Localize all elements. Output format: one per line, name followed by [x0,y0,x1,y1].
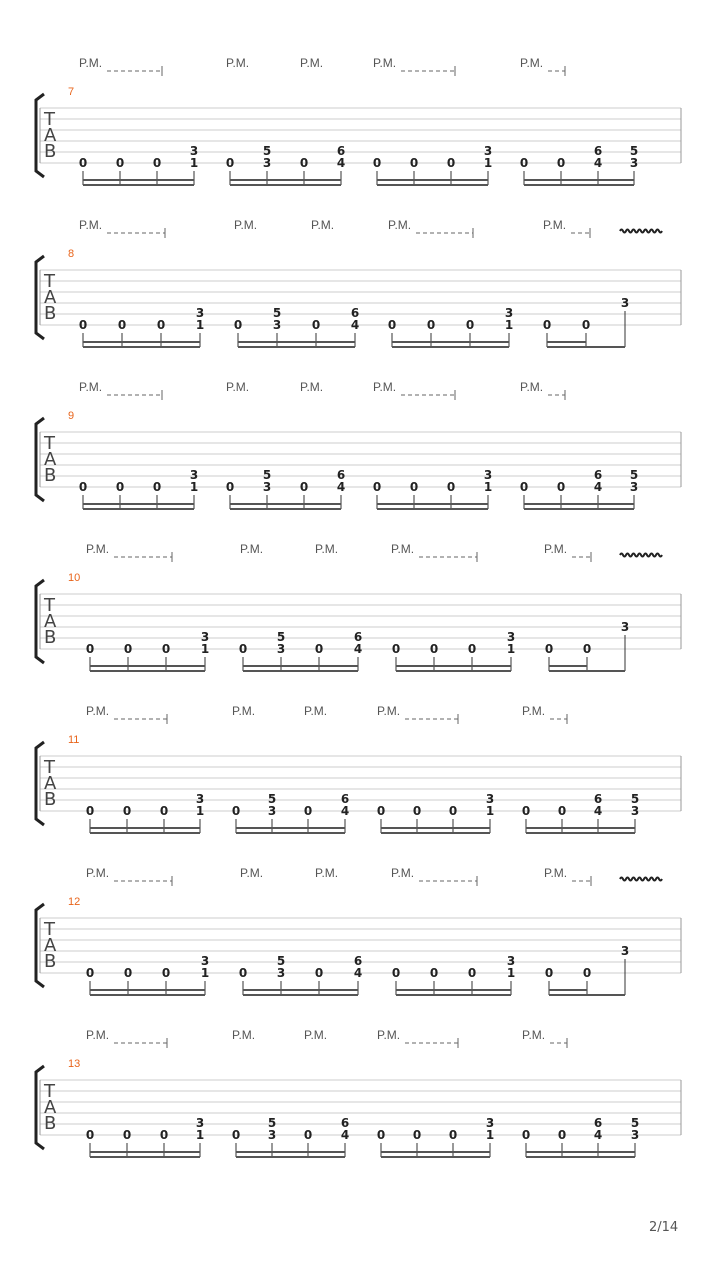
fret-number: 1 [200,642,210,656]
fret-number: 6 [336,144,346,158]
fret-number: 1 [485,804,495,818]
tab-clef-letter: A [44,449,57,470]
fret-number: 4 [593,1128,603,1142]
fret-number: 3 [620,944,630,958]
fret-number: 1 [195,318,205,332]
tab-clef-letter: A [44,287,57,308]
palm-mute-label: P.M. [240,542,264,556]
fret-number: 5 [276,954,286,968]
palm-mute-label: P.M. [232,704,256,718]
fret-number: 0 [557,804,567,818]
fret-number: 1 [200,966,210,980]
fret-number: 3 [262,156,272,170]
fret-number: 0 [391,642,401,656]
palm-mute-label: P.M. [520,56,544,70]
fret-number: 5 [262,468,272,482]
fret-number: 0 [581,318,591,332]
fret-number: 0 [122,804,132,818]
fret-number: 1 [506,966,516,980]
fret-number: 0 [231,1128,241,1142]
fret-number: 0 [557,1128,567,1142]
fret-number: 3 [195,1116,205,1130]
measure-number: 11 [68,734,80,746]
fret-number: 0 [299,480,309,494]
palm-mute-label: P.M. [86,866,110,880]
fret-number: 0 [225,480,235,494]
fret-number: 6 [336,468,346,482]
fret-number: 1 [195,1128,205,1142]
vibrato-marking [620,554,662,557]
fret-number: 4 [353,642,363,656]
fret-number: 0 [412,1128,422,1142]
fret-number: 0 [446,156,456,170]
fret-number: 3 [630,1128,640,1142]
palm-mute-label: P.M. [544,542,568,556]
fret-number: 1 [506,642,516,656]
tab-clef-letter: B [44,789,57,810]
fret-number: 0 [391,966,401,980]
measure-number: 12 [68,896,81,908]
measure-number: 7 [68,86,75,98]
fret-number: 0 [299,156,309,170]
fret-number: 3 [262,480,272,494]
fret-number: 0 [376,1128,386,1142]
fret-number: 3 [506,630,516,644]
palm-mute-label: P.M. [304,1028,328,1042]
fret-number: 0 [467,642,477,656]
fret-number: 0 [159,804,169,818]
fret-number: 0 [556,480,566,494]
fret-number: 6 [593,792,603,806]
fret-number: 3 [629,156,639,170]
fret-number: 0 [238,966,248,980]
fret-number: 3 [267,1128,277,1142]
fret-number: 5 [262,144,272,158]
palm-mute-label: P.M. [520,380,544,394]
palm-mute-label: P.M. [240,866,264,880]
tab-clef-letter: B [44,951,57,972]
fret-number: 0 [85,966,95,980]
fret-number: 6 [340,1116,350,1130]
fret-number: 0 [521,804,531,818]
palm-mute-label: P.M. [391,866,415,880]
fret-number: 0 [519,156,529,170]
fret-number: 4 [336,480,346,494]
palm-mute-label: P.M. [86,704,110,718]
tab-clef-letter: T [44,919,55,940]
fret-number: 3 [620,620,630,634]
fret-number: 5 [272,306,282,320]
fret-number: 0 [409,480,419,494]
fret-number: 0 [123,642,133,656]
fret-number: 0 [123,966,133,980]
fret-number: 5 [276,630,286,644]
fret-number: 0 [78,156,88,170]
fret-number: 0 [85,804,95,818]
fret-number: 0 [372,480,382,494]
fret-number: 1 [195,804,205,818]
fret-number: 6 [593,1116,603,1130]
palm-mute-label: P.M. [315,866,339,880]
fret-number: 5 [267,1116,277,1130]
palm-mute-label: P.M. [79,218,103,232]
fret-number: 3 [506,954,516,968]
fret-number: 5 [629,144,639,158]
fret-number: 3 [483,468,493,482]
measure-number: 8 [68,248,75,260]
fret-number: 3 [483,144,493,158]
palm-mute-label: P.M. [79,56,103,70]
tab-clef-letter: A [44,773,57,794]
palm-mute-label: P.M. [377,704,401,718]
fret-number: 1 [504,318,514,332]
fret-number: 0 [161,642,171,656]
palm-mute-label: P.M. [315,542,339,556]
fret-number: 0 [78,318,88,332]
fret-number: 0 [544,966,554,980]
fret-number: 3 [630,804,640,818]
fret-number: 0 [303,804,313,818]
fret-number: 6 [353,954,363,968]
fret-number: 3 [272,318,282,332]
fret-number: 6 [593,468,603,482]
fret-number: 0 [446,480,456,494]
fret-number: 0 [314,642,324,656]
page-number: 2/14 [649,1220,679,1235]
fret-number: 0 [412,804,422,818]
tab-clef-letter: A [44,611,57,632]
fret-number: 5 [630,1116,640,1130]
fret-number: 3 [485,792,495,806]
fret-number: 0 [159,1128,169,1142]
fret-number: 3 [200,630,210,644]
fret-number: 0 [519,480,529,494]
fret-number: 0 [238,642,248,656]
fret-number: 6 [593,144,603,158]
palm-mute-label: P.M. [226,380,250,394]
fret-number: 3 [276,966,286,980]
fret-number: 0 [376,804,386,818]
fret-number: 0 [85,1128,95,1142]
fret-number: 3 [485,1116,495,1130]
fret-number: 0 [117,318,127,332]
vibrato-marking [620,878,662,881]
vibrato-marking [620,230,662,233]
fret-number: 0 [314,966,324,980]
fret-number: 1 [483,480,493,494]
tab-clef-letter: A [44,935,57,956]
measure-number: 9 [68,410,75,422]
tab-clef-letter: B [44,627,57,648]
tab-clef-letter: A [44,1097,57,1118]
palm-mute-label: P.M. [86,1028,110,1042]
fret-number: 0 [448,804,458,818]
fret-number: 0 [409,156,419,170]
fret-number: 4 [353,966,363,980]
palm-mute-label: P.M. [522,704,546,718]
fret-number: 0 [156,318,166,332]
fret-number: 0 [115,156,125,170]
fret-number: 1 [189,156,199,170]
fret-number: 0 [465,318,475,332]
tab-clef-letter: T [44,757,55,778]
fret-number: 0 [582,642,592,656]
fret-number: 3 [189,144,199,158]
fret-number: 3 [195,792,205,806]
fret-number: 5 [630,792,640,806]
fret-number: 0 [387,318,397,332]
fret-number: 0 [467,966,477,980]
fret-number: 5 [629,468,639,482]
fret-number: 0 [311,318,321,332]
fret-number: 0 [78,480,88,494]
fret-number: 0 [582,966,592,980]
palm-mute-label: P.M. [391,542,415,556]
fret-number: 0 [152,156,162,170]
palm-mute-label: P.M. [373,56,397,70]
fret-number: 4 [593,156,603,170]
palm-mute-label: P.M. [300,56,324,70]
fret-number: 0 [122,1128,132,1142]
fret-number: 0 [372,156,382,170]
tab-clef-letter: B [44,141,57,162]
fret-number: 0 [448,1128,458,1142]
fret-number: 0 [161,966,171,980]
fret-number: 0 [231,804,241,818]
tab-clef-letter: T [44,595,55,616]
fret-number: 3 [200,954,210,968]
palm-mute-label: P.M. [226,56,250,70]
fret-number: 3 [267,804,277,818]
fret-number: 1 [485,1128,495,1142]
tab-clef-letter: B [44,465,57,486]
fret-number: 0 [115,480,125,494]
tab-clef-letter: B [44,1113,57,1134]
palm-mute-label: P.M. [522,1028,546,1042]
palm-mute-label: P.M. [388,218,412,232]
fret-number: 0 [152,480,162,494]
tab-clef-letter: T [44,1081,55,1102]
fret-number: 4 [350,318,360,332]
fret-number: 0 [225,156,235,170]
fret-number: 0 [429,642,439,656]
tab-clef-letter: T [44,109,55,130]
fret-number: 4 [593,804,603,818]
fret-number: 6 [353,630,363,644]
palm-mute-label: P.M. [232,1028,256,1042]
palm-mute-label: P.M. [377,1028,401,1042]
palm-mute-label: P.M. [79,380,103,394]
fret-number: 4 [340,1128,350,1142]
fret-number: 3 [189,468,199,482]
fret-number: 4 [340,804,350,818]
palm-mute-label: P.M. [304,704,328,718]
fret-number: 3 [620,296,630,310]
fret-number: 4 [593,480,603,494]
measure-number: 13 [68,1058,81,1070]
fret-number: 3 [276,642,286,656]
measure-number: 10 [68,572,81,584]
palm-mute-label: P.M. [86,542,110,556]
tab-clef-letter: T [44,433,55,454]
fret-number: 1 [189,480,199,494]
palm-mute-label: P.M. [300,380,324,394]
palm-mute-label: P.M. [543,218,567,232]
fret-number: 0 [303,1128,313,1142]
palm-mute-label: P.M. [373,380,397,394]
fret-number: 0 [556,156,566,170]
fret-number: 3 [504,306,514,320]
fret-number: 0 [544,642,554,656]
fret-number: 0 [426,318,436,332]
palm-mute-label: P.M. [544,866,568,880]
fret-number: 0 [233,318,243,332]
fret-number: 0 [521,1128,531,1142]
fret-number: 6 [350,306,360,320]
fret-number: 0 [429,966,439,980]
tab-clef-letter: B [44,303,57,324]
fret-number: 5 [267,792,277,806]
fret-number: 3 [195,306,205,320]
tab-clef-letter: A [44,125,57,146]
palm-mute-label: P.M. [234,218,258,232]
fret-number: 4 [336,156,346,170]
fret-number: 0 [85,642,95,656]
fret-number: 0 [542,318,552,332]
palm-mute-label: P.M. [311,218,335,232]
tab-clef-letter: T [44,271,55,292]
fret-number: 6 [340,792,350,806]
fret-number: 1 [483,156,493,170]
fret-number: 3 [629,480,639,494]
